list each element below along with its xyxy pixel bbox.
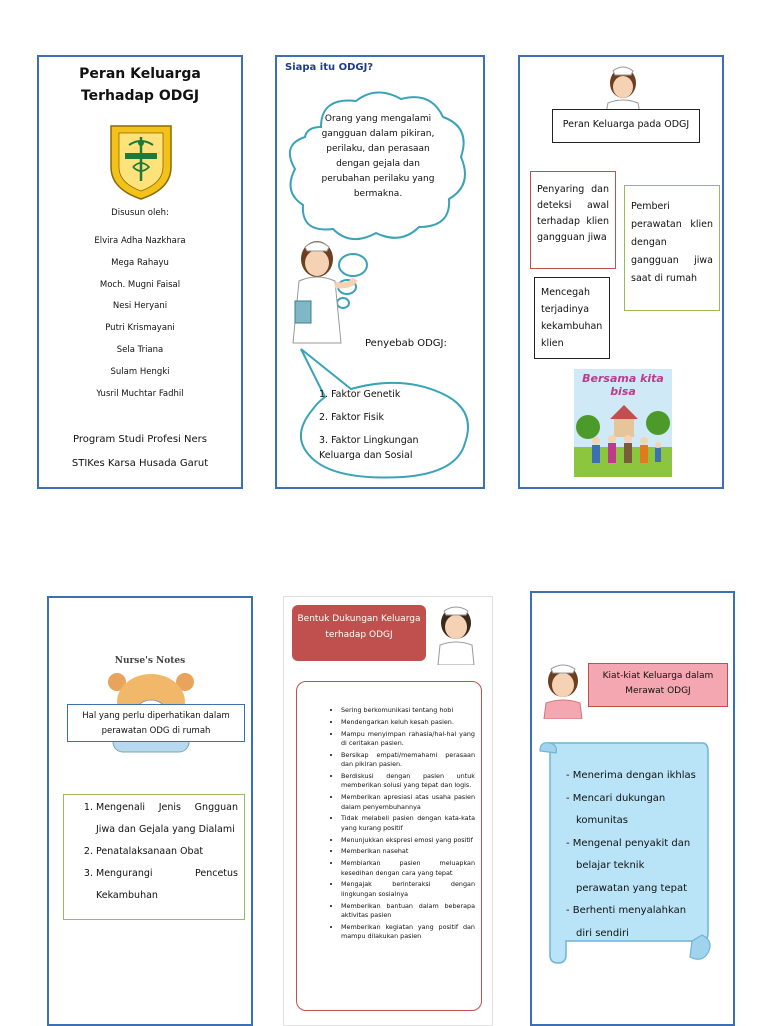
tips-list — [566, 765, 706, 945]
notes-item: 2. Penatalaksanaan Obat — [96, 841, 238, 863]
authors-heading: Disusun oleh: — [111, 208, 169, 218]
nurse-illustration-icon — [285, 235, 365, 347]
support-item: • Mendengarkan keluh kesah pasien. — [341, 718, 475, 727]
cover-title-line1: Peran Keluarga — [79, 66, 201, 82]
author-name: Yusril Muchtar Fadhil — [96, 388, 184, 399]
odgj-definition: Orang yang mengalami gangguan dalam pikiran, perilaku, dan perasaan dengan gejala dan perubahan perilaku yang bermakna. — [321, 114, 435, 199]
panel-what-is-odgj — [275, 55, 485, 489]
nurse-waving-icon — [428, 599, 488, 665]
notes-title: Nurse's Notes — [114, 656, 186, 666]
tips-title-box: Kiat-kiat Keluarga dalam Merawat ODGJ — [588, 663, 728, 707]
author-name: Moch. Mugni Faisal — [99, 279, 181, 290]
tip-item: - Mencari dukungan — [566, 792, 666, 804]
author-name: Elvira Adha Nazkhara — [94, 236, 186, 246]
panel-family-tips — [530, 591, 735, 1026]
cover-title — [39, 63, 241, 107]
support-item: • Membiarkan pasien meluapkan kesedihan dengan cara yang tepat — [341, 859, 475, 878]
support-item: • Menunjukkan ekspresi emosi yang positif — [341, 836, 475, 845]
role-screening-box: Penyaring dan deteksi awal terhadap klien gangguan jiwa — [530, 171, 616, 269]
support-item: • Memberikan bantuan dalam beberapa aktivitas pasien — [341, 902, 475, 921]
support-item: • Bersikap empati/memahami perasaan dan pikiran pasien. — [341, 751, 475, 770]
tip-item: belajar teknik — [576, 860, 645, 871]
panel-nurse-notes — [47, 596, 253, 1026]
tip-item: - Menerima dengan ikhlas — [566, 770, 696, 781]
institution-name: STIKes Karsa Husada Garut — [71, 458, 209, 469]
tip-item: perawatan yang tepat — [576, 882, 687, 894]
image-caption: Bersama kita bisa — [582, 372, 664, 398]
cause-item: 3. Faktor Lingkungan Keluarga dan Sosial — [319, 435, 419, 461]
tip-item: - Berhenti menyalahkan — [566, 905, 687, 916]
author-name: Mega Rahayu — [111, 257, 169, 268]
institution-logo — [107, 123, 175, 201]
notes-banner: Hal yang perlu diperhatikan dalam perawatan ODG di rumah — [67, 704, 245, 742]
program-name: Program Studi Profesi Ners — [73, 434, 207, 445]
family-together-image — [574, 369, 672, 477]
role-title-box: Peran Keluarga pada ODGJ — [552, 109, 700, 143]
tip-item: diri sendiri — [576, 927, 629, 939]
causes-list — [319, 387, 439, 463]
program-info — [39, 428, 241, 476]
role-caregiver-box: Pemberi perawatan klien dengan gangguan jiwa saat di rumah — [624, 185, 720, 311]
authors-list — [39, 231, 241, 405]
support-item: • Berdiskusi dengan pasien untuk memberikan solusi yang tepat dan logis. — [341, 772, 475, 791]
cause-item: 2. Faktor Fisik — [319, 412, 384, 423]
causes-heading: Penyebab ODGJ: — [365, 338, 447, 349]
author-name: Sela Triana — [116, 344, 164, 355]
support-item: • Tidak melabeli pasien dengan kata-kata yang kurang positif — [341, 814, 475, 833]
notes-item: 1. Mengenali Jenis Gngguan Jiwa dan Gejala yang Dialami — [96, 797, 238, 841]
role-prevention-box: Mencegah terjadinya kekambuhan klien — [534, 277, 610, 359]
author-name: Putri Krismayani — [105, 323, 175, 334]
author-name: Nesi Heryani — [112, 301, 168, 312]
nurse-head-icon — [598, 61, 648, 113]
section-heading: Siapa itu ODGJ? — [285, 62, 374, 73]
support-item: • Memberikan apresiasi atas usaha pasien dalam penyembuhannya — [341, 793, 475, 812]
support-item: • Sering berkomunikasi tentang hobi — [341, 706, 475, 715]
tip-item: komunitas — [576, 815, 629, 826]
panel-family-support — [283, 596, 493, 1026]
author-name: Sulam Hengki — [110, 366, 170, 377]
notes-item: 3. Mengurangi Pencetus Kekambuhan — [96, 863, 238, 907]
support-item: • Memberikan nasehat — [341, 847, 475, 856]
support-list-box — [296, 681, 482, 1011]
panel-family-role — [518, 55, 724, 489]
cause-item: 1. Faktor Genetik — [319, 389, 401, 400]
support-item: • Mampu menyimpan rahasia/hal-hal yang di ceritakan pasien. — [341, 730, 475, 749]
tip-item: - Mengenal penyakit dan — [566, 837, 691, 849]
notes-checklist — [63, 794, 245, 920]
nurse-head-icon — [538, 657, 588, 719]
support-item: • Memberikan kegiatan yang positif dan mampu dilakukan pasien — [341, 923, 475, 942]
support-item: • Mengajak berinteraksi dengan lingkungan sosialnya — [341, 880, 475, 899]
panel-cover — [37, 55, 243, 489]
cover-title-line2: Terhadap ODGJ — [80, 88, 200, 104]
support-title-box: Bentuk Dukungan Keluarga terhadap ODGJ — [292, 605, 426, 661]
